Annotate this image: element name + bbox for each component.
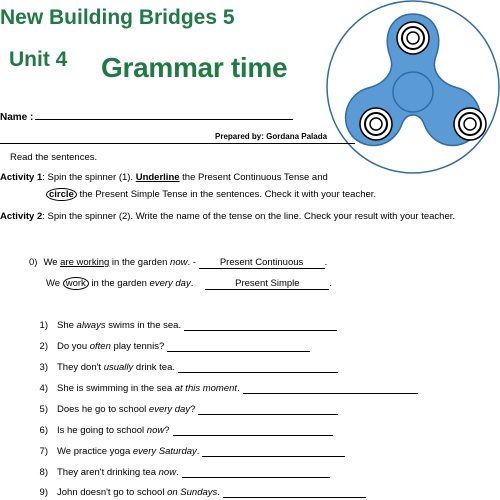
answer-line[interactable] (223, 487, 366, 498)
sentence-text: ? (190, 404, 196, 415)
sentence-text: swims in the sea. (105, 320, 182, 331)
sentence-number: 5) (39, 404, 48, 415)
sentence-row (29, 383, 418, 394)
name-row (0, 110, 293, 123)
example-end: . (329, 278, 332, 289)
sentence-text: John doesn't go to school (57, 487, 168, 498)
example-text: in the garden (88, 278, 150, 289)
circle-word: circle (46, 188, 77, 201)
sentence-number: 6) (39, 425, 48, 436)
sentence-row (29, 425, 333, 436)
example-italic: now (170, 257, 188, 268)
answer-line[interactable] (198, 404, 338, 415)
answer-line[interactable] (178, 362, 338, 373)
activity1-text: : Spin the spinner (1). (42, 172, 136, 183)
unit-label: Unit 4 (9, 48, 68, 71)
answer-line[interactable] (202, 446, 345, 457)
activity2-text: : Spin the spinner (2). Write the name of the tense on the line. Check your result with your teacher. (42, 211, 456, 222)
answer-line[interactable] (167, 341, 310, 352)
sentence-text: ? (164, 425, 170, 436)
sentence-text: . (196, 446, 200, 457)
header-divider (0, 143, 355, 144)
sentence-row (29, 467, 330, 478)
sentence-adverb: every Saturday (132, 446, 197, 457)
sentence-row (29, 446, 345, 457)
prepared-by: Prepared by: Gordana Palada (215, 132, 328, 141)
sentence-text: We practice yoga (57, 446, 133, 457)
sentence-adverb: at this moment (174, 383, 238, 394)
example-end: . (324, 257, 328, 268)
example-text: . (190, 278, 194, 289)
activity1-text3: the Present Simple Tense in the sentences. Check it with your teacher. (76, 189, 377, 200)
sentence-text: They aren't drinking tea (57, 467, 159, 478)
sentence-adverb: often (89, 341, 111, 352)
sentence-text: She (57, 320, 77, 331)
sentence-text: drink tea. (133, 362, 175, 373)
activity2-line (0, 211, 455, 222)
sentence-adverb: now (146, 425, 165, 436)
sentence-number: 2) (39, 341, 48, 352)
example-text: in the garden (109, 257, 171, 268)
sentence-row (29, 487, 366, 498)
sentence-text: Does he go to school (57, 404, 149, 415)
sentence-row (29, 404, 338, 415)
answer-line[interactable] (182, 467, 330, 478)
name-input-line[interactable] (35, 110, 293, 120)
sentence-adverb: now (158, 467, 177, 478)
example-number: 0) (29, 257, 38, 268)
topic-title: Grammar time (101, 52, 288, 83)
sentence-adverb: on Sundays (167, 487, 218, 498)
series-title: New Building Bridges 5 (0, 6, 235, 29)
fidget-spinner-icon (326, 0, 500, 174)
sentence-text: . (217, 487, 220, 498)
example-underlined: are working (60, 257, 110, 268)
activity1-text2: the Present Continuous Tense and (179, 172, 328, 183)
sentence-number: 8) (39, 467, 48, 478)
sentence-row (29, 341, 310, 352)
activity1-line1 (0, 172, 328, 183)
sentence-adverb: always (76, 320, 106, 331)
sentence-text: . (237, 383, 240, 394)
sentence-number: 1) (39, 320, 48, 331)
sentence-adverb: usually (103, 362, 134, 373)
answer-line[interactable] (243, 383, 418, 394)
sentence-row (29, 320, 337, 331)
sentence-text: play tennis? (110, 341, 165, 352)
example-line2 (46, 277, 332, 290)
name-label: Name : (0, 112, 34, 123)
example-answer: Present Continuous (199, 257, 325, 269)
example-text: We (46, 278, 63, 289)
sentence-text: Do you (57, 341, 90, 352)
example-circled: work (63, 277, 89, 290)
sentence-text: Is he going to school (57, 425, 147, 436)
activity1-label: Activity 1 (0, 172, 43, 183)
read-instruction: Read the sentences. (10, 152, 98, 163)
example-line1 (29, 257, 327, 269)
sentence-number: 7) (39, 446, 48, 457)
underline-word: Underline (135, 172, 180, 183)
sentence-number: 9) (39, 487, 48, 498)
sentence-number: 4) (39, 383, 48, 394)
sentence-adverb: every day (148, 404, 191, 415)
sentence-number: 3) (39, 362, 48, 373)
sentence-text: . (176, 467, 179, 478)
sentence-text: They don't (57, 362, 104, 373)
example-answer: Present Simple (205, 278, 329, 290)
answer-line[interactable] (173, 425, 333, 436)
sentence-row (29, 362, 338, 373)
answer-line[interactable] (184, 320, 337, 331)
example-italic: every day (149, 278, 191, 289)
activity2-label: Activity 2 (0, 211, 43, 222)
example-text: We (43, 257, 61, 268)
example-text: . - (187, 257, 199, 268)
sentence-text: She is swimming in the sea (57, 383, 175, 394)
activity1-line2 (46, 188, 376, 201)
